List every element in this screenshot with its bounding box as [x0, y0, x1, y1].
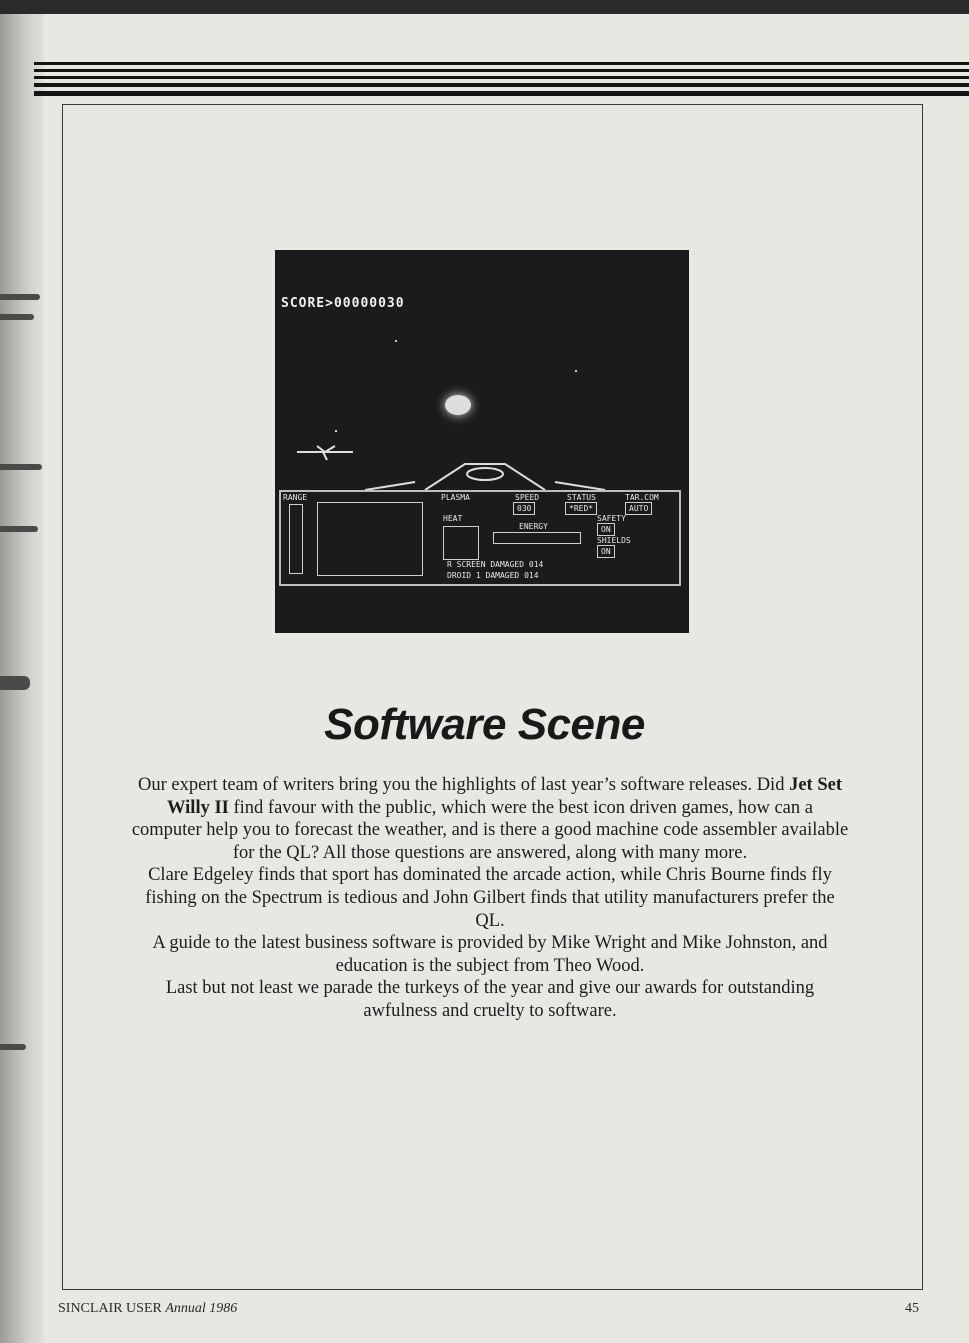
palm-leaf: [0, 1044, 26, 1050]
cockpit-panel: [279, 490, 681, 586]
business-paragraph: A guide to the latest business software is provided by Mike Wright and Mike Johnston, and education is the subject from Theo Wood.: [152, 933, 828, 976]
page-number: 45: [905, 1301, 919, 1316]
damage-message-2: DROID 1 DAMAGED 014: [447, 571, 539, 580]
footer-publication: [58, 1301, 237, 1317]
energy-label: ENERGY: [519, 522, 548, 531]
safety-value: ON: [597, 523, 615, 536]
targcom-value: AUTO: [625, 502, 652, 515]
issue-name: Annual 1986: [165, 1301, 238, 1316]
range-gauge: [289, 504, 303, 574]
top-dark-bar: [0, 0, 969, 14]
status-label: STATUS: [567, 493, 596, 502]
safety-label: SAFETY: [597, 514, 626, 523]
heat-label: HEAT: [443, 514, 463, 523]
speed-label: SPEED: [515, 493, 540, 502]
shields-label: SHIELDS: [597, 536, 631, 545]
ship-nose-icon: [355, 460, 615, 494]
enemy-fighter-icon: [295, 440, 355, 462]
speed-value: 030: [513, 502, 535, 515]
facing-page-edge: [0, 14, 44, 1343]
article-body: [130, 774, 850, 1023]
targcom-label: TAR.COM: [625, 493, 659, 502]
damage-message-1: R SCREEN DAMAGED 014: [447, 560, 544, 569]
palm-leaf: [0, 314, 34, 320]
score-readout: SCORE>00000030: [281, 296, 405, 311]
star-icon: [335, 430, 337, 432]
shields-value: ON: [597, 545, 615, 558]
arcade-paragraph: Clare Edgeley finds that sport has dominated the arcade action, while Chris Bourne finds fly fishing on the Spectrum is tedious and John Gilbert finds that utility manufacturers prefer the QL.: [145, 865, 835, 931]
palm-leaf: [0, 294, 40, 300]
magazine-name: SINCLAIR USER: [58, 1301, 162, 1316]
turkeys-paragraph: Last but not least we parade the turkeys of the year and give our awards for outstanding awfulness and cruelty to software.: [165, 978, 815, 1021]
palm-leaf: [0, 676, 30, 690]
article-title: Software Scene: [324, 700, 645, 749]
intro-paragraph: Our expert team of writers bring you the highlights of last year’s software releases. Did Jet Set Willy II find favour with the public, which were the best icon driven games, how can a computer help you to forecast the weather, and is there a good machine code assembler available for the QL? All those questions are answered, along with many more.: [131, 775, 849, 863]
range-label: RANGE: [283, 493, 308, 502]
star-icon: [395, 340, 397, 342]
star-icon: [575, 370, 577, 372]
explosion-icon: [445, 395, 471, 415]
palm-leaf: [0, 526, 38, 532]
radar-scope: [317, 502, 423, 576]
header-rules: [34, 62, 969, 98]
plasma-label: PLASMA: [441, 493, 470, 502]
palm-leaf: [0, 464, 42, 470]
game-screenshot: [275, 250, 689, 633]
energy-bar: [493, 532, 581, 544]
heat-gauge: [443, 526, 479, 560]
status-value: *RED*: [565, 502, 597, 515]
jet-set-willy-title: Jet Set Willy II: [167, 775, 842, 818]
